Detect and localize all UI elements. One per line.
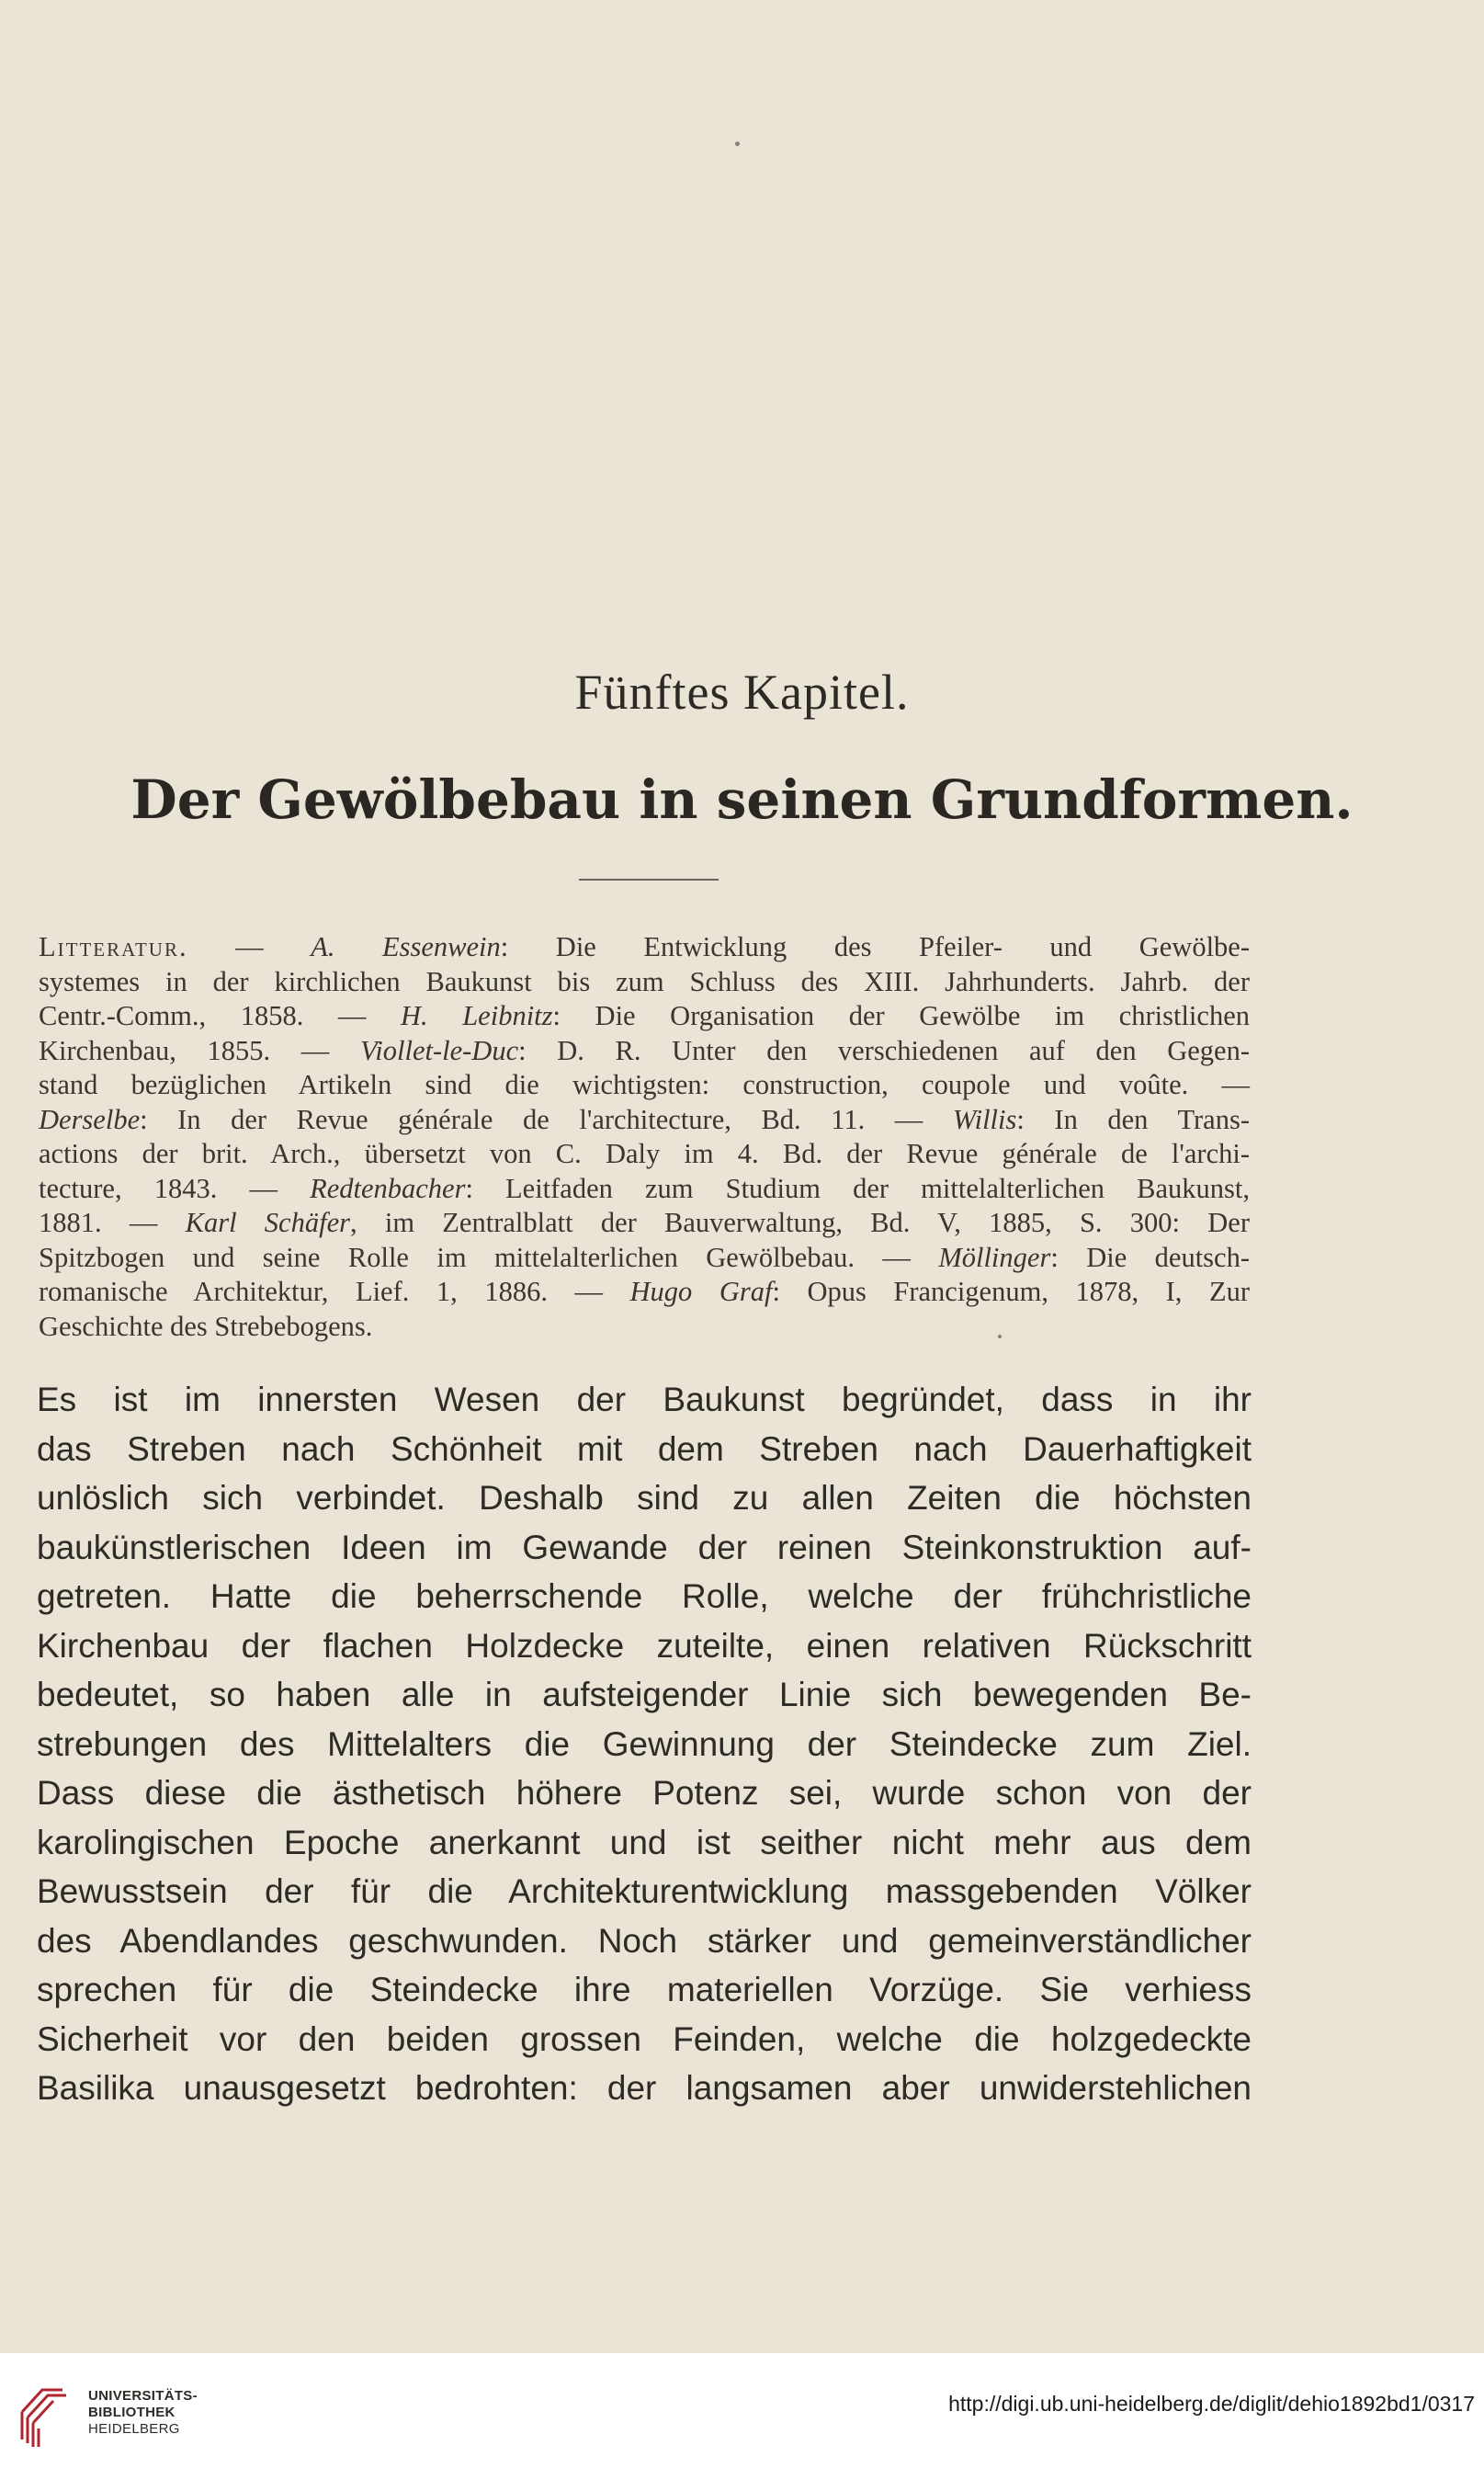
body-line: Bewusstsein der für die Architekturentwicklung massgebenden Völker: [37, 1872, 1252, 1910]
author-name: Derselbe: [39, 1103, 141, 1135]
body-line: strebungen des Mittelalters die Gewinnung der Steindecke zum Ziel.: [37, 1724, 1252, 1763]
library-name-line: BIBLIOTHEK: [88, 2405, 176, 2420]
literature-line: [39, 1103, 1250, 1138]
chapter-label: Fünftes Kapitel.: [574, 665, 910, 720]
literature-text: : Die deutsch-: [1050, 1241, 1250, 1273]
body-line: Es ist im innersten Wesen der Baukunst begründet, dass in ihr: [37, 1381, 1252, 1418]
source-url-link[interactable]: http://digi.ub.uni-heidelberg.de/diglit/dehio1892bd1/0317: [948, 2392, 1475, 2416]
body-line: Dass diese die ästhetisch höhere Potenz sei, wurde schon von der: [37, 1774, 1252, 1812]
author-name: Möllinger: [938, 1241, 1051, 1273]
literature-text: romanische Architektur, Lief. 1, 1886. —: [39, 1276, 630, 1307]
literature-text: systemes in der kirchlichen Baukunst bis zum Schluss des XIII. Jahrhunderts. Jahrb. der: [39, 965, 1250, 997]
library-name-line: UNIVERSITÄTS-: [88, 2388, 198, 2404]
chapter-title: Der Gewölbebau in seinen Grundformen.: [130, 768, 1354, 831]
literature-heading: Litteratur.: [39, 931, 188, 962]
literature-text: Spitzbogen und seine Rolle im mittelalterlichen Gewölbebau. —: [39, 1241, 939, 1273]
literature-text: 1881. —: [39, 1207, 186, 1238]
body-line: baukünstlerischen Ideen im Gewande der reinen Steinkonstruktion auf-: [37, 1528, 1252, 1566]
literature-text: : D. R. Unter den verschiedenen auf den Gegen-: [518, 1034, 1250, 1066]
footer-bar: [0, 2353, 1484, 2468]
title-divider: [579, 879, 719, 881]
author-name: Viollet-le-Duc: [359, 1034, 519, 1066]
literature-text: : Opus Francigenum, 1878, I, Zur: [772, 1276, 1250, 1307]
literature-text: Geschichte des Strebebogens.: [39, 1310, 373, 1342]
author-name: A. Essenwein: [311, 931, 501, 962]
literature-text: Kirchenbau, 1855. —: [39, 1034, 360, 1066]
literature-text: Centr.-Comm., 1858. —: [39, 1000, 401, 1031]
literature-line: [39, 930, 1250, 965]
literature-text: , im Zentralblatt der Bauverwaltung, Bd. V, 1885, S. 300: Der: [349, 1207, 1251, 1238]
literature-text: : In den Trans-: [1016, 1103, 1250, 1135]
body-line: des Abendlandes geschwunden. Noch stärker und gemeinverständlicher: [37, 1921, 1252, 1960]
literature-text: actions der brit. Arch., übersetzt von C. Daly im 4. Bd. der Revue générale de l'archi-: [39, 1138, 1250, 1169]
author-name: Karl Schäfer: [185, 1207, 350, 1238]
literature-line: [39, 1137, 1250, 1172]
library-name-line: HEIDELBERG: [88, 2421, 180, 2437]
author-name: Willis: [952, 1103, 1017, 1135]
body-text: [37, 1375, 1252, 2113]
literature-text: stand bezüglichen Artikeln sind die wichtigsten: construction, coupole und voûte. —: [39, 1069, 1250, 1100]
literature-line: [39, 1034, 1250, 1069]
author-name: Redtenbacher: [310, 1172, 466, 1204]
literature-line: [39, 1068, 1250, 1103]
literature-line: [39, 999, 1250, 1034]
literature-line: [39, 1172, 1250, 1207]
body-line: das Streben nach Schönheit mit dem Streben nach Dauerhaftigkeit: [37, 1429, 1252, 1468]
body-line: Sicherheit vor den beiden grossen Feinden, welche die holzgedeckte: [37, 2019, 1252, 2058]
literature-line: [39, 1241, 1250, 1276]
literature-text: : In der Revue générale de l'architecture, Bd. 11. —: [140, 1103, 953, 1135]
literature-line: [39, 1275, 1250, 1310]
library-logo-icon: [15, 2375, 72, 2449]
body-line: bedeutet, so haben alle in aufsteigender Linie sich bewegenden Be-: [37, 1676, 1252, 1713]
paper-speck: [735, 142, 740, 146]
literature-text: : Die Entwicklung des Pfeiler- und Gewölbe-: [500, 931, 1251, 962]
literature-line: [39, 965, 1250, 1000]
literature-text: : Leitfaden zum Studium der mittelalterlichen Baukunst,: [465, 1172, 1250, 1204]
literature-line: [39, 1206, 1250, 1241]
literature-text: —: [187, 931, 312, 962]
literature-block: [39, 930, 1250, 1344]
literature-text: tecture, 1843. —: [39, 1172, 311, 1204]
body-line: getreten. Hatte die beherrschende Rolle, welche der frühchristliche: [37, 1577, 1252, 1615]
library-name: [88, 2388, 198, 2438]
author-name: H. Leibnitz: [401, 1000, 553, 1031]
body-line: Kirchenbau der flachen Holzdecke zuteilte, einen relativen Rückschritt: [37, 1626, 1252, 1665]
body-line: sprechen für die Steindecke ihre materiellen Vorzüge. Sie verhiess: [37, 1971, 1252, 2008]
literature-line: [39, 1310, 1250, 1345]
body-line: karolingischen Epoche anerkannt und ist seither nicht mehr aus dem: [37, 1823, 1252, 1861]
literature-text: : Die Organisation der Gewölbe im christlichen: [552, 1000, 1250, 1031]
body-line: Basilika unausgesetzt bedrohten: der langsamen aber unwiderstehlichen: [37, 2069, 1252, 2107]
author-name: Hugo Graf: [629, 1276, 773, 1307]
body-line: unlöslich sich verbindet. Deshalb sind zu allen Zeiten die höchsten: [37, 1479, 1252, 1517]
